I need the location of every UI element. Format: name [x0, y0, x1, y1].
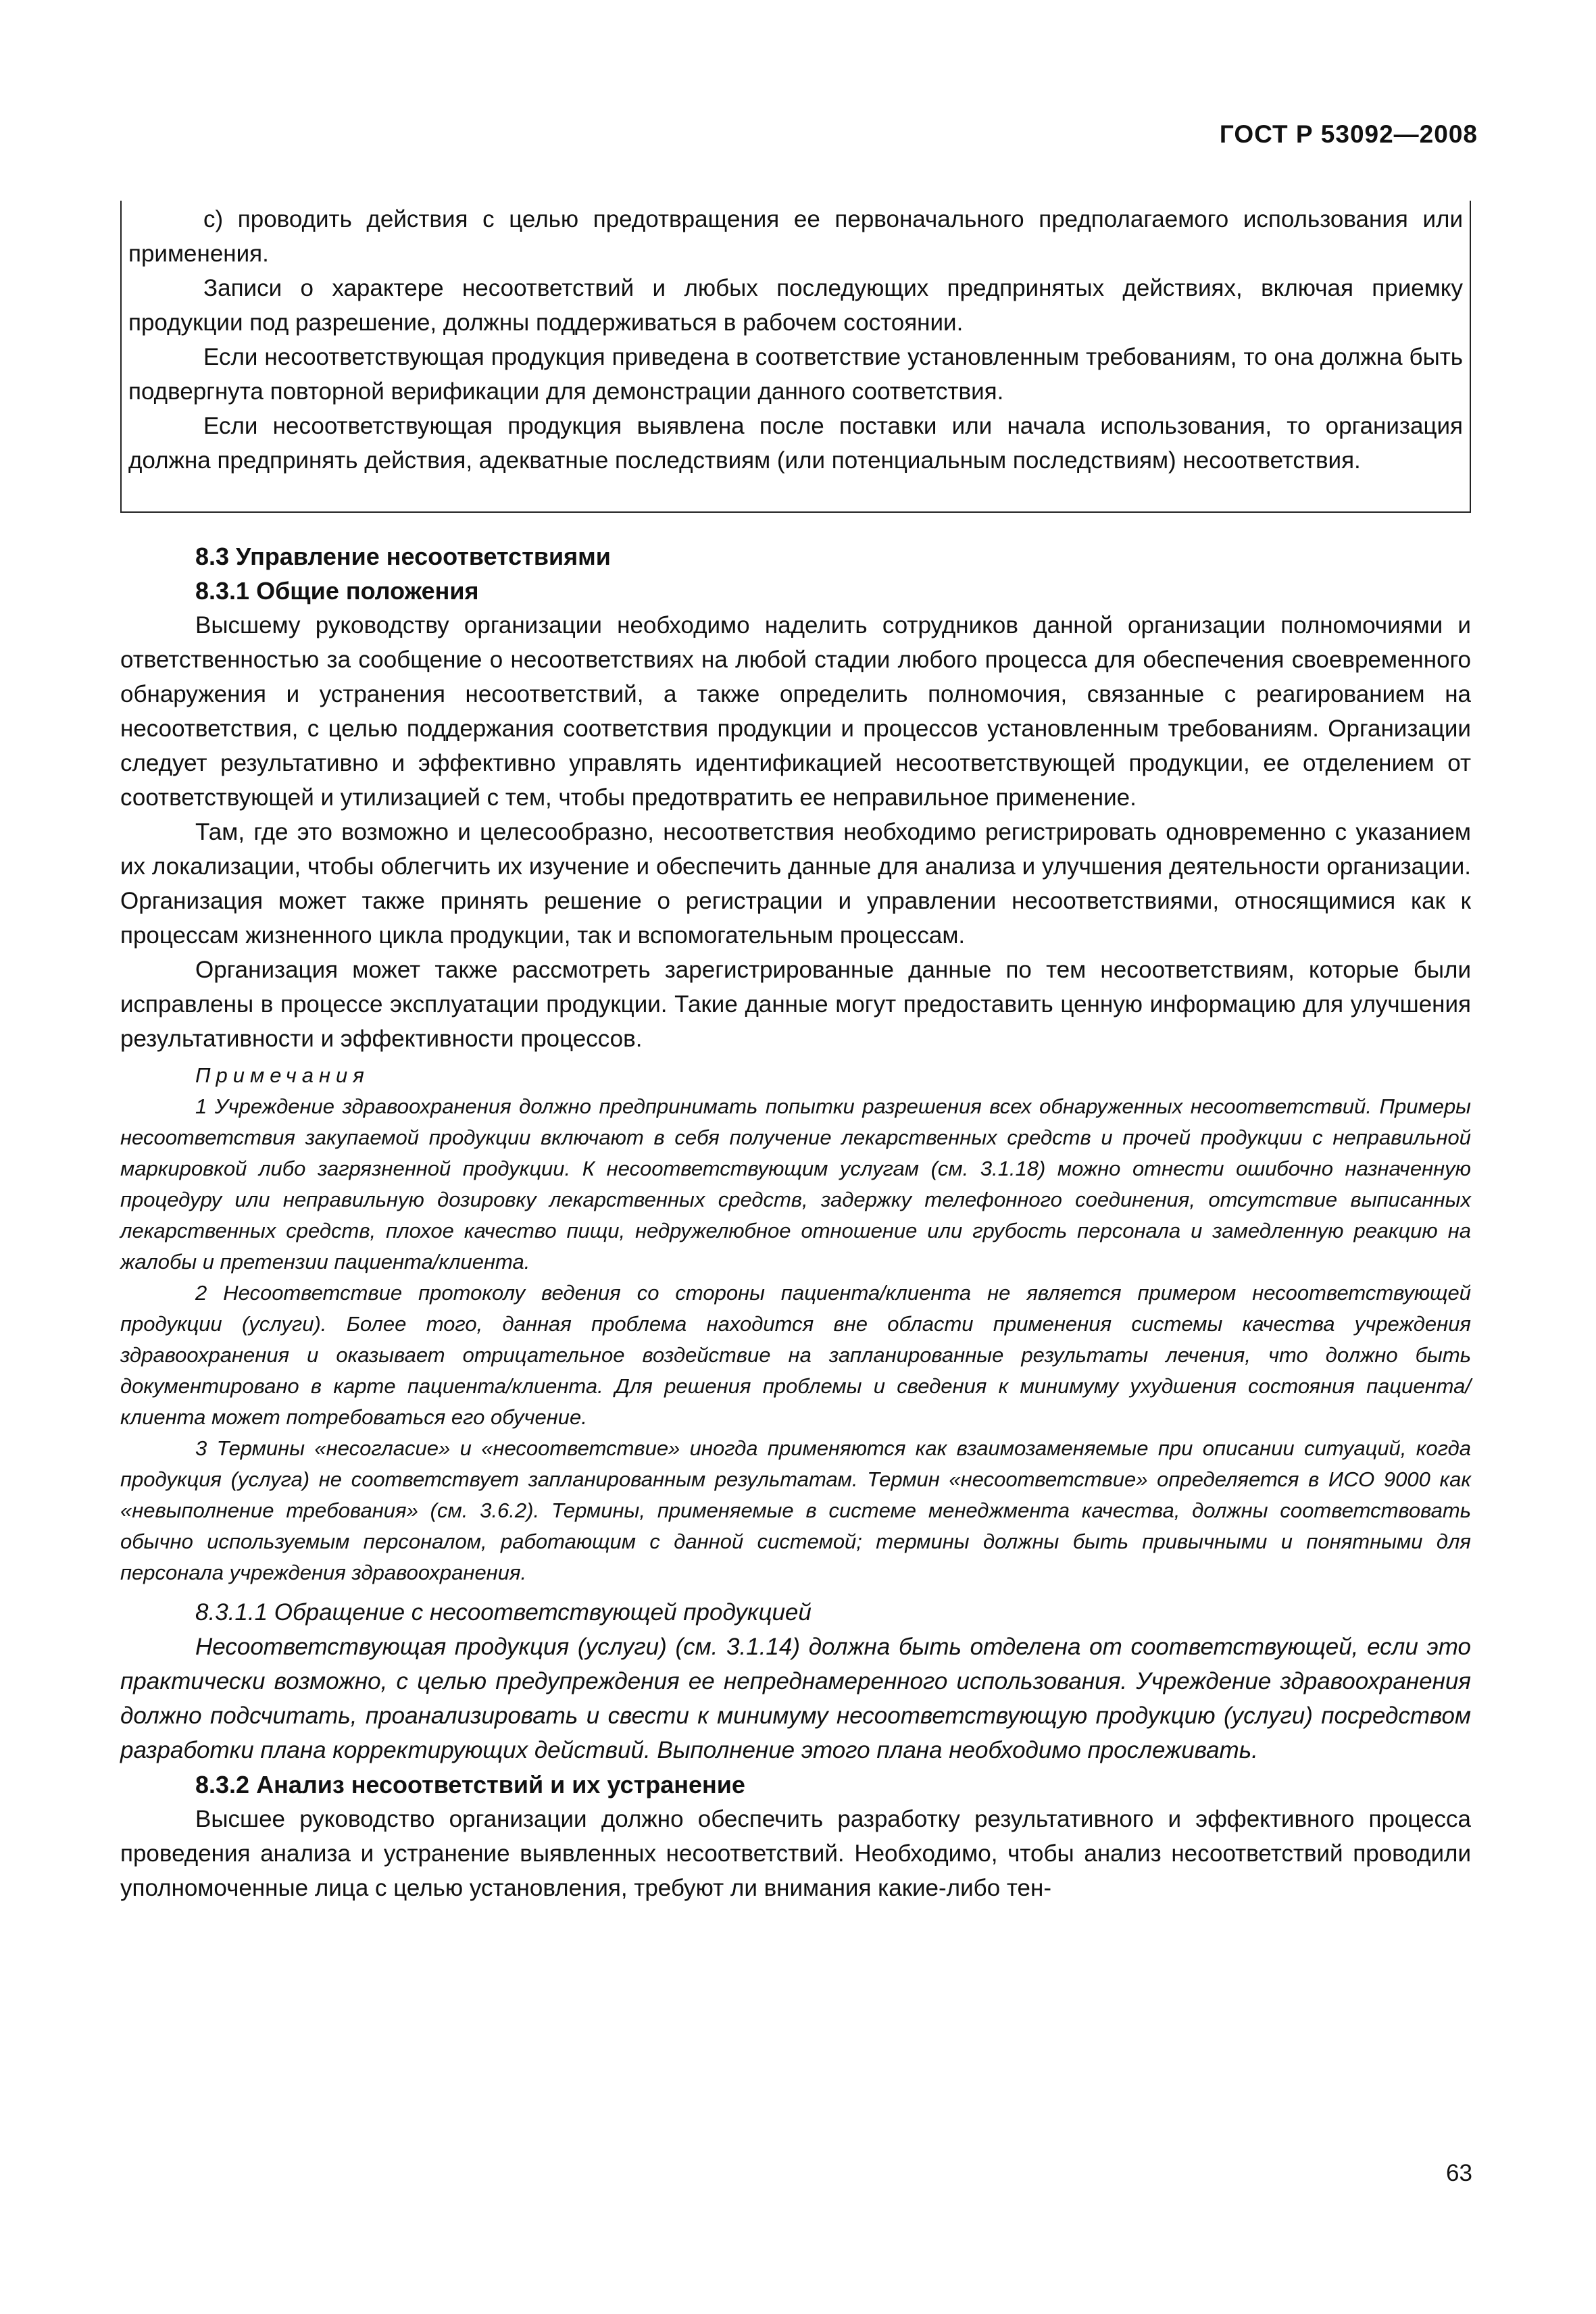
box-paragraph: Если несоответствующая продукция приведена в соответствие установленным требованиям, то она должна быть подвергнута повторной верификации для демонстрации данного соответствия.: [128, 344, 1463, 405]
page-number: 63: [1446, 2160, 1472, 2186]
subsection-heading-2: 8.3.2 Анализ несоответствий и их устранение: [195, 1771, 745, 1799]
main-content: [120, 539, 1471, 1905]
subsubsection-text: Несоответствующая продукция (услуги) (см. 3.1.14) должна быть отделена от соответствующей, если это практически возможно, с целью предупреждения ее непреднамеренного использования. Учреждение здравоохранения должно подсчитать, проанализировать и свести к минимуму несоответствующую продукцию (услуги) посредством разработки плана корректирующих действий. Выполнение этого плана необходимо прослеживать.: [120, 1634, 1471, 1763]
notes-title: Примечания: [195, 1063, 370, 1087]
note-item: 3 Термины «несогласие» и «несоответствие» иногда применяются как взаимозаменяемые при описании ситуаций, когда продукция (услуга) не соответствует запланированным результатам. Термин «несоответствие» определяется в ИСО 9000 как «невыполнение требования» (см. 3.6.2). Термины, применяемые в системе менеджмента качества, должны соответствовать обычно используемым персоналом, работающим с данной системой; термины должны быть привычными и понятными для персонала учреждения здравоохранения.: [120, 1436, 1471, 1584]
document-header: ГОСТ Р 53092—2008: [1219, 120, 1478, 148]
requirements-box: [120, 201, 1471, 513]
section-heading: 8.3 Управление несоответствиями: [195, 543, 611, 570]
subsubsection-heading: 8.3.1.1 Обращение с несоответствующей продукцией: [195, 1599, 812, 1626]
subsection-2-text: Высшее руководство организации должно обеспечить разработку результативного и эффективного процесса проведения анализа и устранение выявленных несоответствий. Необходимо, чтобы анализ несоответствий проводили уполномоченные лица с целью установления, требуют ли внимания какие-либо тен-: [120, 1806, 1471, 1901]
box-paragraph: Записи о характере несоответствий и любых последующих предпринятых действиях, включая приемку продукции под разрешение, должны поддерживаться в рабочем состоянии.: [128, 275, 1463, 336]
notes-block: [120, 1060, 1471, 1588]
body-paragraph: Высшему руководству организации необходимо наделить сотрудников данной организации полномочиями и ответственностью за сообщение о несоответствиях на любой стадии любого процесса для обеспечения своевременного обнаружения и устранения несоответствий, а также определить полномочия, связанные с реагированием на несоответствия, с целью поддержания соответствия продукции и процессов установленным требованиям. Организации следует результативно и эффективно управлять идентификацией несоответствующей продукции, ее отделением от соответствующей и утилизацией с тем, чтобы предотвратить ее неправильное применение.: [120, 612, 1471, 811]
note-item: 2 Несоответствие протоколу ведения со стороны пациента/клиента не является примером несоответствующей продукции (услуги). Более того, данная проблема находится вне области применения системы качества учреждения здравоохранения и оказывает отрицательное воздействие на запланированные результаты лечения, что должно быть документировано в карте пациента/клиента. Для решения проблемы и сведения к минимуму ухудшения состояния пациента/клиента может потребоваться его обучение.: [120, 1281, 1471, 1429]
body-paragraph: Там, где это возможно и целесообразно, несоответствия необходимо регистрировать одновременно с указанием их локализации, чтобы облегчить их изучение и обеспечить данные для анализа и улучшения деятельности организации. Организация может также принять решение о регистрации и управлении несоответствиями, относящимися как к процессам жизненного цикла продукции, так и вспомогательным процессам.: [120, 819, 1471, 949]
subsection-heading: 8.3.1 Общие положения: [195, 577, 479, 605]
box-paragraph: c) проводить действия с целью предотвращения ее первоначального предполагаемого использования или применения.: [128, 206, 1463, 267]
box-paragraph: Если несоответствующая продукция выявлена после поставки или начала использования, то организация должна предпринять действия, адекватные последствиям (или потенциальным последствиям) несоответствия.: [128, 413, 1463, 474]
note-item: 1 Учреждение здравоохранения должно предпринимать попытки разрешения всех обнаруженных несоответствий. Примеры несоответствия закупаемой продукции включают в себя получение лекарственных средств и прочей продукции с неправильной маркировкой либо загрязненной продукции. К несоответствующим услугам (см. 3.1.18) можно отнести ошибочно назначенную процедуру или неправильную дозировку лекарственных средств, задержку телефонного соединения, отсутствие выписанных лекарственных средств, плохое качество пищи, недружелюбное отношение или грубость персонала и замедленную реакцию на жалобы и претензии пациента/клиента.: [120, 1095, 1471, 1274]
body-paragraph: Организация может также рассмотреть зарегистрированные данные по тем несоответствиям, которые были исправлены в процессе эксплуатации продукции. Такие данные могут предоставить ценную информацию для улучшения результативности и эффективности процессов.: [120, 957, 1471, 1052]
